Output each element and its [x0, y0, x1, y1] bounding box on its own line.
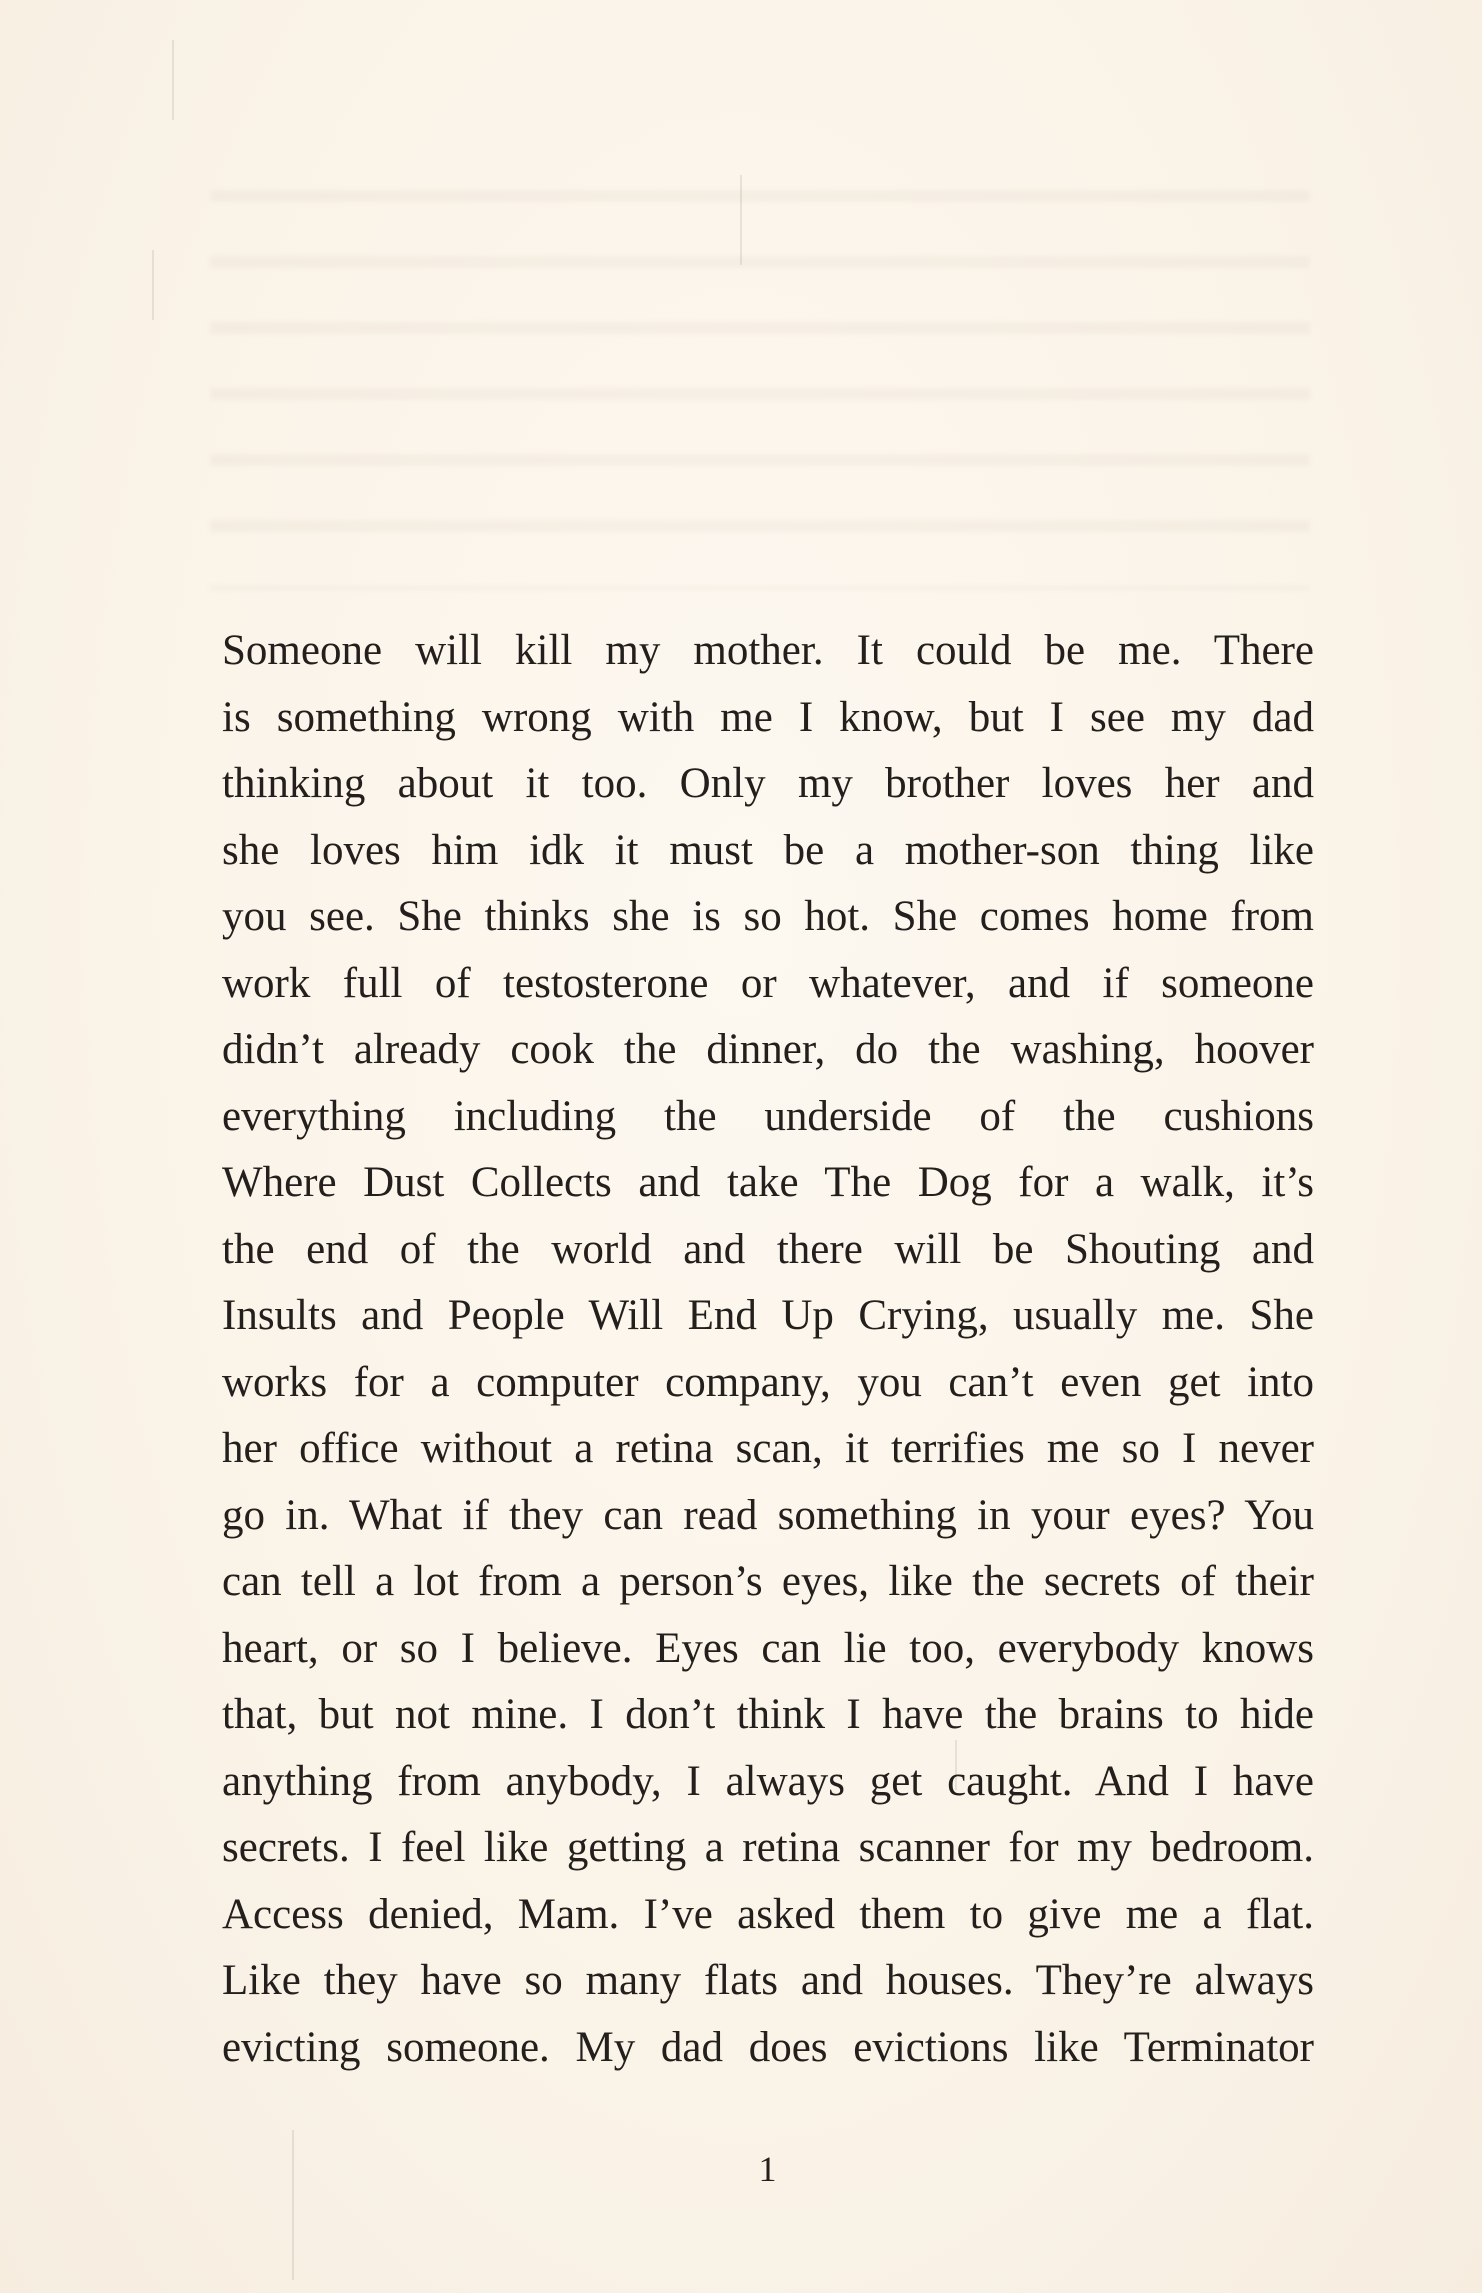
text-line: she loves him idk it must be a mother-son thing like	[222, 826, 1314, 874]
paper-mark	[172, 40, 174, 120]
paper-mark	[740, 175, 742, 265]
show-through-text	[210, 150, 1310, 590]
text-line: work full of testosterone or whatever, and if someone	[222, 959, 1314, 1007]
text-line: anything from anybody, I always get caught. And I have	[222, 1757, 1314, 1805]
text-line: that, but not mine. I don’t think I have the brains to hide	[222, 1691, 1314, 1738]
body-paragraph	[222, 618, 1314, 2081]
text-line: heart, or so I believe. Eyes can lie too, everybody knows	[222, 1624, 1314, 1672]
text-line: thinking about it too. Only my brother loves her and	[222, 760, 1314, 807]
text-line: you see. She thinks she is so hot. She comes home from	[222, 893, 1314, 940]
text-line: is something wrong with me I know, but I see my dad	[222, 693, 1314, 741]
text-line: didn’t already cook the dinner, do the washing, hoover	[222, 1026, 1314, 1073]
text-line: the end of the world and there will be Shouting and	[222, 1225, 1314, 1273]
page-number: 1	[758, 2149, 777, 2189]
text-line: go in. What if they can read something in your eyes? You	[222, 1491, 1314, 1539]
text-line: works for a computer company, you can’t even get into	[222, 1358, 1314, 1406]
text-line: Where Dust Collects and take The Dog for a walk, it’s	[222, 1159, 1314, 1206]
text-line: Access denied, Mam. I’ve asked them to give me a flat.	[222, 1890, 1314, 1938]
paper-mark	[152, 250, 154, 320]
text-line: her office without a retina scan, it terrifies me so I never	[222, 1425, 1314, 1472]
text-line: everything including the underside of the cushions	[222, 1092, 1314, 1140]
text-line: Like they have so many flats and houses. They’re always	[222, 1957, 1314, 2004]
text-line: can tell a lot from a person’s eyes, like the secrets of their	[222, 1558, 1314, 1605]
text-line: secrets. I feel like getting a retina scanner for my bedroom.	[222, 1824, 1314, 1871]
text-line: evicting someone. My dad does evictions like Terminator	[222, 2023, 1314, 2071]
text-line: Insults and People Will End Up Crying, usually me. She	[222, 1292, 1314, 1339]
text-line: Someone will kill my mother. It could be me. There	[222, 627, 1314, 674]
